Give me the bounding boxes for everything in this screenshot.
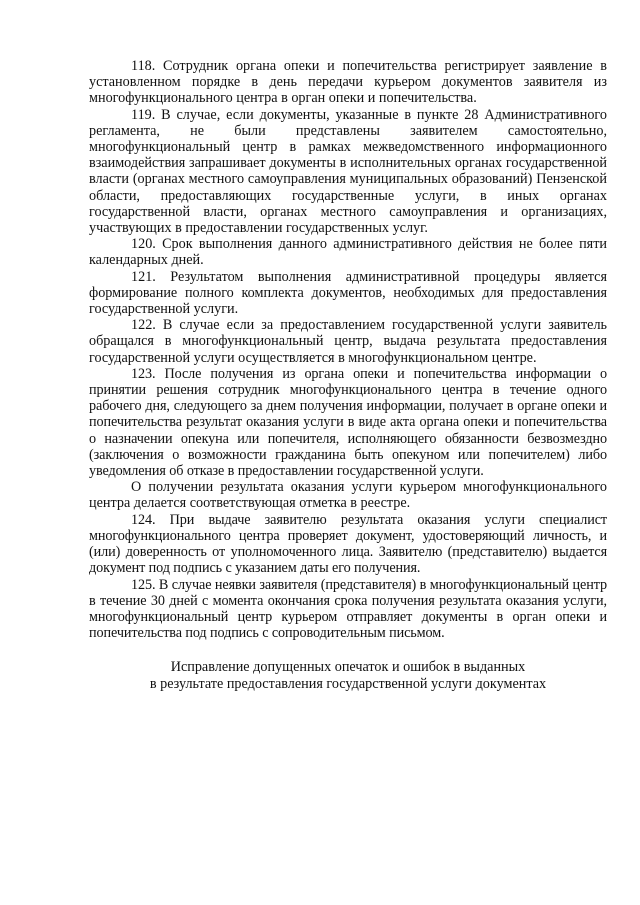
section-heading xyxy=(89,659,607,692)
document-page xyxy=(89,58,607,692)
paragraph-120: 120. Срок выполнения данного административного действия не более пяти календарных дней. xyxy=(89,236,607,269)
paragraph-123: 123. После получения из органа опеки и попечительства информации о принятии решения сотрудник многофункционального центра в течение одного рабочего дня, следующего за днем получения информации, получает в органе опеки и попечительства результат оказания услуги в виде акта органа опеки и попечительства о назначении опекуна или попечителя, исполняющего обязанности безвозмездно (заключения о возможности гражданина быть опекуном или попечителем) либо уведомления об отказе в предоставлении государственной услуги. xyxy=(89,365,607,480)
paragraph-121: 121. Результатом выполнения административной процедуры является формирование полного комплекта документов, необходимых для предоставления государственной услуги. xyxy=(89,268,607,318)
paragraph-119: 119. В случае, если документы, указанные в пункте 28 Административного регламента, не были представлены заявителем самостоятельно, многофункциональный центр в рамках межведомственного информационного взаимодействия запрашивает документы в исполнительных органах государственной власти (органах местного самоуправления муниципальных образований) Пензенской области, предоставляющих государственные услуги, в иных органах государственной власти, органах местного самоуправления и организациях, участвующих в предоставлении государственных услуг. xyxy=(89,106,607,237)
paragraph-125: 125. В случае неявки заявителя (представителя) в многофункциональный центр в течение 30 дней с момента окончания срока получения результата оказания услуги, многофункциональный центр курьером отправляет документы в орган опеки и попечительства под подпись с сопроводительным письмом. xyxy=(89,576,607,642)
paragraph-123-note: О получении результата оказания услуги курьером многофункционального центра делается соответствующая отметка в реестре. xyxy=(89,479,607,512)
section-heading-line-1: Исправление допущенных опечаток и ошибок в выданных xyxy=(170,659,526,676)
paragraph-122: 122. В случае если за предоставлением государственной услуги заявитель обращался в многофункциональный центр, выдача результата предоставления государственной услуги осуществляется в многофункциональном центре. xyxy=(89,317,607,366)
paragraph-124: 124. При выдаче заявителю результата оказания услуги специалист многофункционального центра проверяет документ, удостоверяющий личность, и (или) доверенность от уполномоченного лица. Заявителю (представителю) выдается документ под подпись с указанием даты его получения. xyxy=(89,511,607,577)
paragraph-118: 118. Сотрудник органа опеки и попечительства регистрирует заявление в установленном порядке в день передачи курьером документов заявителя из многофункционального центра в орган опеки и попечительства. xyxy=(89,58,607,107)
section-heading-line-2: в результате предоставления государственной услуги документах xyxy=(149,675,547,692)
